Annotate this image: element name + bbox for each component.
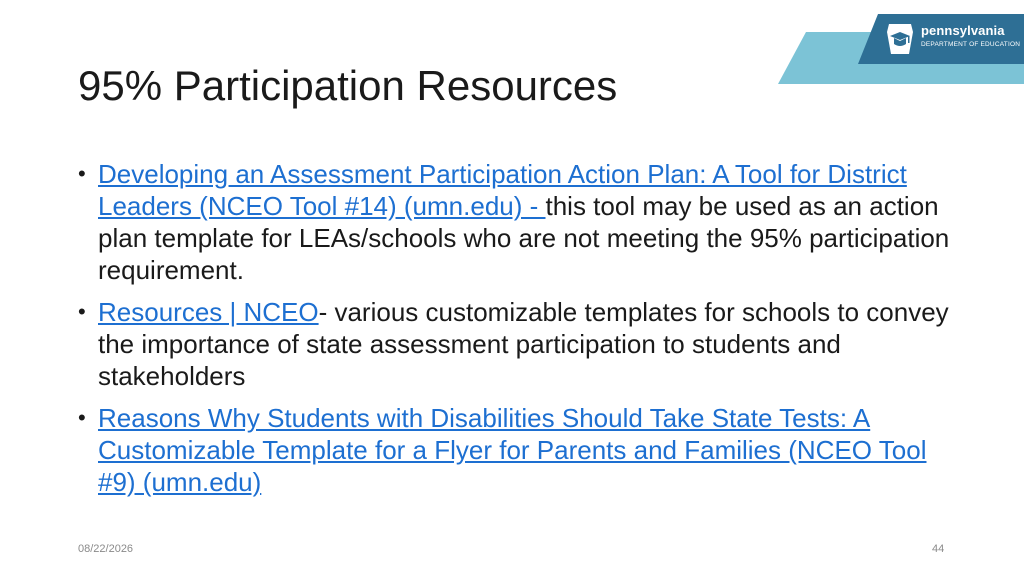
bullet-description: this tool may be used as an action plan template for LEAs/schools who are not meeting the 95% participation requirement. bbox=[98, 191, 950, 285]
list-item bbox=[78, 402, 958, 498]
org-name: pennsylvania bbox=[921, 23, 1005, 38]
bullet-dot-icon: • bbox=[78, 405, 86, 430]
footer-date: 08/22/2026 bbox=[78, 543, 134, 555]
list-item bbox=[78, 158, 958, 286]
nceo-resources-link[interactable]: Resources | NCEO bbox=[98, 297, 319, 327]
assessment-action-plan-link[interactable]: Developing an Assessment Participation Action Plan: A Tool for District Leaders (NCEO Tool #14) (umn.edu) - bbox=[98, 159, 907, 221]
slide-title: 95% Participation Resources bbox=[78, 62, 618, 109]
keystone-graduation-cap-icon bbox=[886, 22, 914, 56]
bullet-dot-icon: • bbox=[78, 299, 86, 324]
bullet-dot-icon: • bbox=[78, 161, 86, 186]
bullet-description: - various customizable templates for schools to convey the importance of state assessment participation to students and stakeholders bbox=[98, 297, 949, 391]
bullet-list bbox=[78, 158, 958, 508]
org-department: DEPARTMENT OF EDUCATION bbox=[921, 41, 1021, 48]
header-banner-dark bbox=[858, 14, 1024, 64]
page-number: 44 bbox=[932, 543, 945, 555]
list-item bbox=[78, 296, 958, 392]
reasons-flyer-link[interactable]: Reasons Why Students with Disabilities Should Take State Tests: A Customizable Template for a Flyer for Parents and Families (NCEO Tool #9) (umn.edu) bbox=[98, 403, 927, 497]
